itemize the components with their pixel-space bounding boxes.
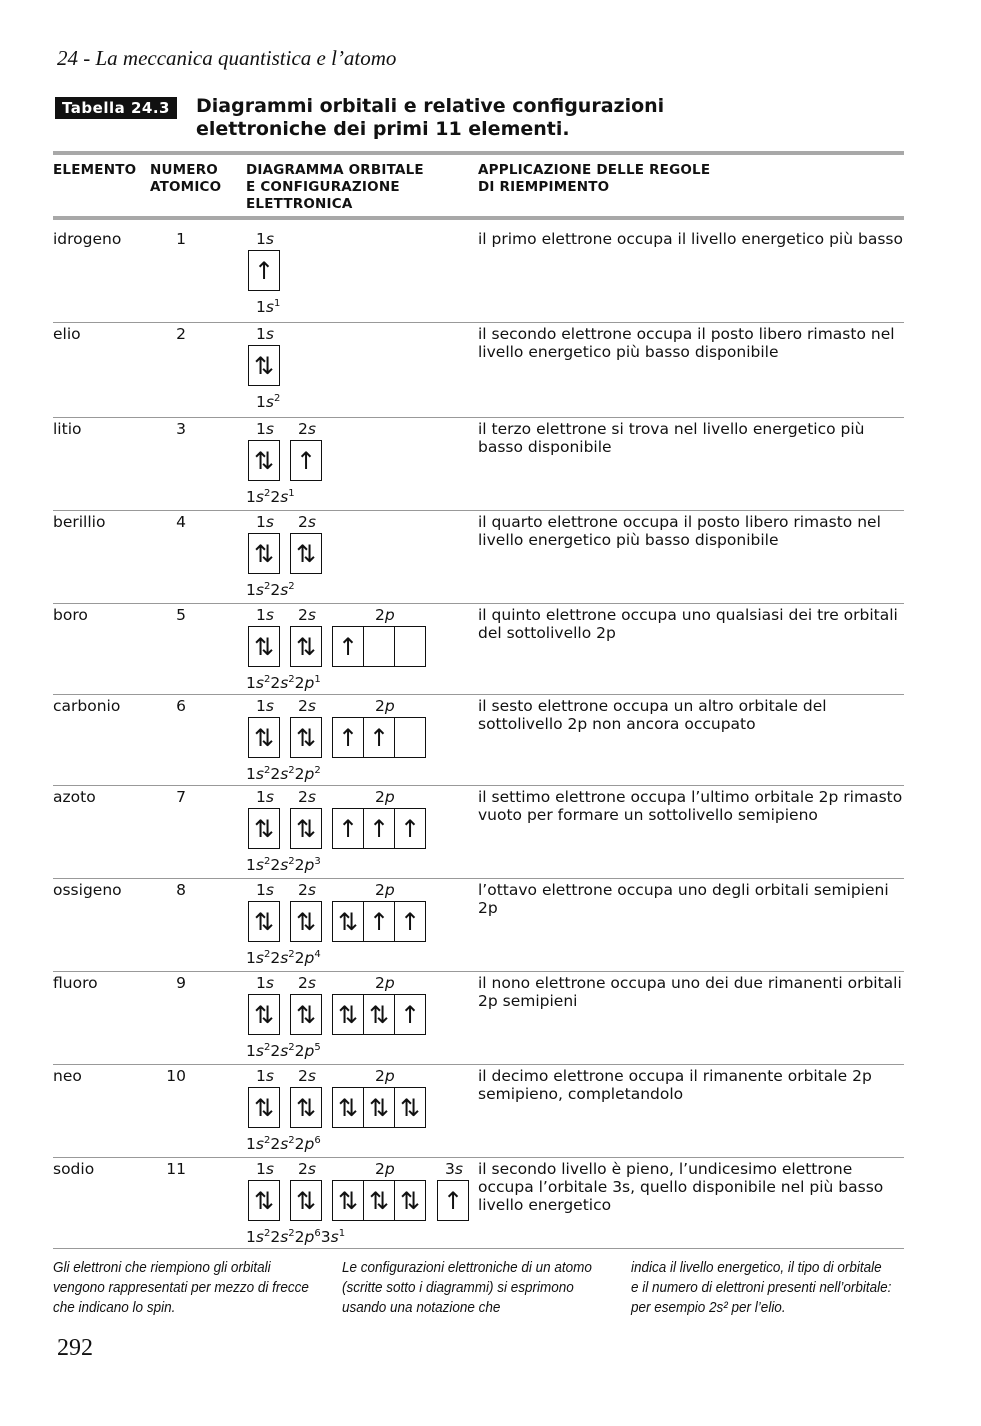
table-row	[53, 325, 904, 415]
atomic-number: 8	[176, 881, 186, 899]
orbital-label-1s: 1s	[256, 606, 274, 624]
filling-rule-application: il quinto elettrone occupa uno qualsiasi dei tre orbitali del sottolivello 2p	[478, 606, 898, 642]
orbital-box-paired-spin: ⇅	[332, 994, 364, 1035]
orbital-boxes-2s	[290, 1087, 322, 1128]
orbital-box-spin-up: ↑	[363, 901, 395, 942]
orbital-box-paired-spin: ⇅	[290, 1180, 322, 1221]
orbital-box-spin-up: ↑	[437, 1180, 469, 1221]
element-name: fluoro	[53, 974, 98, 992]
element-name: boro	[53, 606, 88, 624]
orbital-boxes-1s	[248, 626, 280, 667]
orbital-label-2p: 2p	[375, 1067, 395, 1085]
table-bottom-rule	[53, 1248, 904, 1249]
orbital-box-paired-spin: ⇅	[248, 1087, 280, 1128]
electron-configuration: $1s^22s^22p^1$	[246, 674, 321, 693]
orbital-box-paired-spin: ⇅	[248, 994, 280, 1035]
electron-configuration: $1s^22s^22p^4$	[246, 949, 321, 968]
orbital-box-paired-spin: ⇅	[394, 1180, 426, 1221]
orbital-box	[394, 717, 426, 758]
orbital-boxes-2p	[332, 808, 426, 849]
orbital-box-paired-spin: ⇅	[290, 808, 322, 849]
header-rules-line1: APPLICAZIONE DELLE REGOLE	[478, 162, 711, 178]
electron-configuration: $1s^22s^22p^63s^1$	[246, 1228, 346, 1247]
orbital-boxes-1s	[248, 533, 280, 574]
table-row	[53, 788, 904, 878]
atomic-number: 10	[166, 1067, 186, 1085]
element-name: idrogeno	[53, 230, 122, 248]
orbital-box-paired-spin: ⇅	[248, 717, 280, 758]
orbital-box	[363, 626, 395, 667]
orbital-boxes-2s	[290, 901, 322, 942]
filling-rule-application: il secondo elettrone occupa il posto libero rimasto nel livello energetico più basso disponibile	[478, 325, 895, 361]
table-row	[53, 1067, 904, 1157]
row-separator	[53, 417, 904, 418]
orbital-box-paired-spin: ⇅	[394, 1087, 426, 1128]
orbital-box-spin-up: ↑	[290, 440, 322, 481]
orbital-boxes-1s	[248, 345, 280, 386]
electron-configuration: $1s^22s^22p^2$	[246, 765, 321, 784]
orbital-label-1s: 1s	[256, 230, 274, 248]
element-name: carbonio	[53, 697, 121, 715]
orbital-box-spin-up: ↑	[332, 717, 364, 758]
orbital-box-paired-spin: ⇅	[290, 717, 322, 758]
orbital-boxes-2p	[332, 994, 426, 1035]
orbital-label-2s: 2s	[298, 974, 316, 992]
electron-configuration: $1s^22s^22p^6$	[246, 1135, 321, 1154]
atomic-number: 6	[176, 697, 186, 715]
table-row	[53, 230, 904, 320]
electron-configuration: $1s^2$	[256, 393, 281, 412]
orbital-label-2s: 2s	[298, 788, 316, 806]
header-element: ELEMENTO	[53, 162, 137, 178]
element-name: litio	[53, 420, 82, 438]
orbital-boxes-2p	[332, 717, 426, 758]
element-name: neo	[53, 1067, 82, 1085]
header-rules-line2: DI RIEMPIMENTO	[478, 179, 610, 195]
table-row	[53, 974, 904, 1064]
orbital-label-2s: 2s	[298, 513, 316, 531]
orbital-label-2s: 2s	[298, 1160, 316, 1178]
orbital-boxes-2p	[332, 901, 426, 942]
orbital-label-2s: 2s	[298, 1067, 316, 1085]
orbital-boxes-1s	[248, 1180, 280, 1221]
orbital-boxes-2s	[290, 440, 322, 481]
orbital-label-2p: 2p	[375, 974, 395, 992]
electron-configuration: $1s^22s^2$	[246, 581, 295, 600]
orbital-box	[394, 626, 426, 667]
header-diagram	[246, 162, 424, 213]
header-diagram-line2: E CONFIGURAZIONE	[246, 179, 400, 195]
header-bottom-rule	[53, 216, 904, 220]
element-name: azoto	[53, 788, 96, 806]
orbital-label-1s: 1s	[256, 1160, 274, 1178]
orbital-box-spin-up: ↑	[332, 808, 364, 849]
table-row	[53, 513, 904, 603]
orbital-box-spin-up: ↑	[394, 901, 426, 942]
orbital-box-spin-up: ↑	[363, 808, 395, 849]
atomic-number: 9	[176, 974, 186, 992]
row-separator	[53, 878, 904, 879]
orbital-boxes-2s	[290, 533, 322, 574]
header-rules	[478, 162, 710, 196]
row-separator	[53, 1064, 904, 1065]
orbital-box-paired-spin: ⇅	[332, 901, 364, 942]
table-title-line1: Diagrammi orbitali e relative configurazioni	[196, 95, 665, 117]
orbital-label-2p: 2p	[375, 788, 395, 806]
orbital-boxes-2p	[332, 1180, 426, 1221]
filling-rule-application: il settimo elettrone occupa l’ultimo orbitale 2p rimasto vuoto per formare un sottolivello semipieno	[478, 788, 903, 824]
element-name: sodio	[53, 1160, 95, 1178]
element-name: elio	[53, 325, 81, 343]
orbital-boxes-1s	[248, 994, 280, 1035]
header-number	[150, 162, 221, 196]
orbital-box-paired-spin: ⇅	[363, 994, 395, 1035]
orbital-boxes-2s	[290, 717, 322, 758]
footnote-col3: indica il livello energetico, il tipo di orbitale e il numero di elettroni presenti nell’orbitale: per esempio 2s² per l’elio.	[631, 1259, 892, 1316]
orbital-boxes-1s	[248, 901, 280, 942]
orbital-box-spin-up: ↑	[394, 994, 426, 1035]
header-diagram-line3: ELETTRONICA	[246, 196, 353, 212]
table-row	[53, 1160, 904, 1250]
table-row	[53, 697, 904, 787]
element-name: ossigeno	[53, 881, 122, 899]
footnote-col2: Le configurazioni elettroniche di un atomo (scritte sotto i diagrammi) si esprimono usando una notazione che	[342, 1259, 592, 1316]
atomic-number: 5	[176, 606, 186, 624]
row-separator	[53, 1157, 904, 1158]
atomic-number: 2	[176, 325, 186, 343]
orbital-box-spin-up: ↑	[332, 626, 364, 667]
filling-rule-application: il primo elettrone occupa il livello energetico più basso	[478, 230, 903, 248]
electron-configuration: $1s^1$	[256, 298, 281, 317]
filling-rule-application: il sesto elettrone occupa un altro orbitale del sottolivello 2p non ancora occupato	[478, 697, 827, 733]
orbital-boxes-1s	[248, 250, 280, 291]
orbital-boxes-3s	[437, 1180, 469, 1221]
orbital-box-paired-spin: ⇅	[363, 1087, 395, 1128]
orbital-box-paired-spin: ⇅	[248, 345, 280, 386]
table-row	[53, 881, 904, 971]
orbital-box-paired-spin: ⇅	[290, 1087, 322, 1128]
orbital-box-paired-spin: ⇅	[290, 626, 322, 667]
orbital-label-2p: 2p	[375, 606, 395, 624]
table-row	[53, 606, 904, 696]
orbital-box-paired-spin: ⇅	[290, 533, 322, 574]
element-name: berillio	[53, 513, 106, 531]
orbital-boxes-1s	[248, 808, 280, 849]
atomic-number: 3	[176, 420, 186, 438]
filling-rule-application: l’ottavo elettrone occupa uno degli orbitali semipieni 2p	[478, 881, 889, 917]
filling-rule-application: il decimo elettrone occupa il rimanente orbitale 2p semipieno, completandolo	[478, 1067, 872, 1103]
atomic-number: 7	[176, 788, 186, 806]
orbital-box-spin-up: ↑	[248, 250, 280, 291]
orbital-box-paired-spin: ⇅	[290, 901, 322, 942]
electron-configuration: $1s^22s^22p^5$	[246, 1042, 321, 1061]
header-diagram-line1: DIAGRAMMA ORBITALE	[246, 162, 424, 178]
orbital-label-1s: 1s	[256, 974, 274, 992]
page-number: 292	[57, 1335, 93, 1361]
orbital-label-3s: 3s	[445, 1160, 463, 1178]
orbital-boxes-1s	[248, 717, 280, 758]
row-separator	[53, 971, 904, 972]
table-row	[53, 420, 904, 510]
orbital-box-paired-spin: ⇅	[290, 994, 322, 1035]
orbital-box-paired-spin: ⇅	[248, 533, 280, 574]
row-separator	[53, 322, 904, 323]
orbital-label-2s: 2s	[298, 420, 316, 438]
filling-rule-application: il nono elettrone occupa uno dei due rimanenti orbitali 2p semipieni	[478, 974, 902, 1010]
atomic-number: 1	[176, 230, 186, 248]
table-title-line2: elettroniche dei primi 11 elementi.	[196, 118, 570, 140]
header-number-line2: ATOMICO	[150, 179, 222, 195]
atomic-number: 4	[176, 513, 186, 531]
orbital-box-paired-spin: ⇅	[332, 1087, 364, 1128]
header-number-line1: NUMERO	[150, 162, 218, 178]
orbital-label-2s: 2s	[298, 697, 316, 715]
filling-rule-application: il quarto elettrone occupa il posto libero rimasto nel livello energetico più basso disponibile	[478, 513, 881, 549]
orbital-box-paired-spin: ⇅	[248, 901, 280, 942]
orbital-box-paired-spin: ⇅	[248, 626, 280, 667]
orbital-label-2s: 2s	[298, 881, 316, 899]
orbital-box-paired-spin: ⇅	[363, 1180, 395, 1221]
orbital-label-1s: 1s	[256, 1067, 274, 1085]
footnote-col1: Gli elettroni che riempiono gli orbitali vengono rappresentati per mezzo di frecce che indicano lo spin.	[53, 1259, 309, 1316]
electron-configuration: $1s^22s^22p^3$	[246, 856, 321, 875]
header-top-rule	[53, 151, 904, 155]
orbital-label-2p: 2p	[375, 1160, 395, 1178]
orbital-boxes-2p	[332, 626, 426, 667]
orbital-boxes-2p	[332, 1087, 426, 1128]
orbital-boxes-2s	[290, 994, 322, 1035]
orbital-boxes-1s	[248, 440, 280, 481]
atomic-number: 11	[166, 1160, 186, 1178]
orbital-box-paired-spin: ⇅	[332, 1180, 364, 1221]
orbital-boxes-2s	[290, 1180, 322, 1221]
orbital-box-paired-spin: ⇅	[248, 1180, 280, 1221]
orbital-box-paired-spin: ⇅	[248, 440, 280, 481]
orbital-label-1s: 1s	[256, 325, 274, 343]
orbital-label-1s: 1s	[256, 420, 274, 438]
orbital-label-1s: 1s	[256, 513, 274, 531]
row-separator	[53, 510, 904, 511]
orbital-label-1s: 1s	[256, 881, 274, 899]
table-title	[196, 95, 664, 141]
electron-configuration: $1s^22s^1$	[246, 488, 295, 507]
orbital-label-1s: 1s	[256, 788, 274, 806]
table-label: Tabella 24.3	[55, 97, 177, 119]
orbital-label-1s: 1s	[256, 697, 274, 715]
orbital-boxes-1s	[248, 1087, 280, 1128]
orbital-label-2p: 2p	[375, 697, 395, 715]
orbital-box-paired-spin: ⇅	[248, 808, 280, 849]
orbital-box-spin-up: ↑	[394, 808, 426, 849]
filling-rule-application: il secondo livello è pieno, l’undicesimo elettrone occupa l’orbitale 3s, quello disponibile nel più basso livello energetico	[478, 1160, 884, 1214]
orbital-box-spin-up: ↑	[363, 717, 395, 758]
row-separator	[53, 603, 904, 604]
orbital-boxes-2s	[290, 808, 322, 849]
filling-rule-application: il terzo elettrone si trova nel livello energetico più basso disponibile	[478, 420, 865, 456]
orbital-label-2s: 2s	[298, 606, 316, 624]
orbital-boxes-2s	[290, 626, 322, 667]
orbital-label-2p: 2p	[375, 881, 395, 899]
chapter-title: 24 - La meccanica quantistica e l’atomo	[57, 46, 397, 70]
